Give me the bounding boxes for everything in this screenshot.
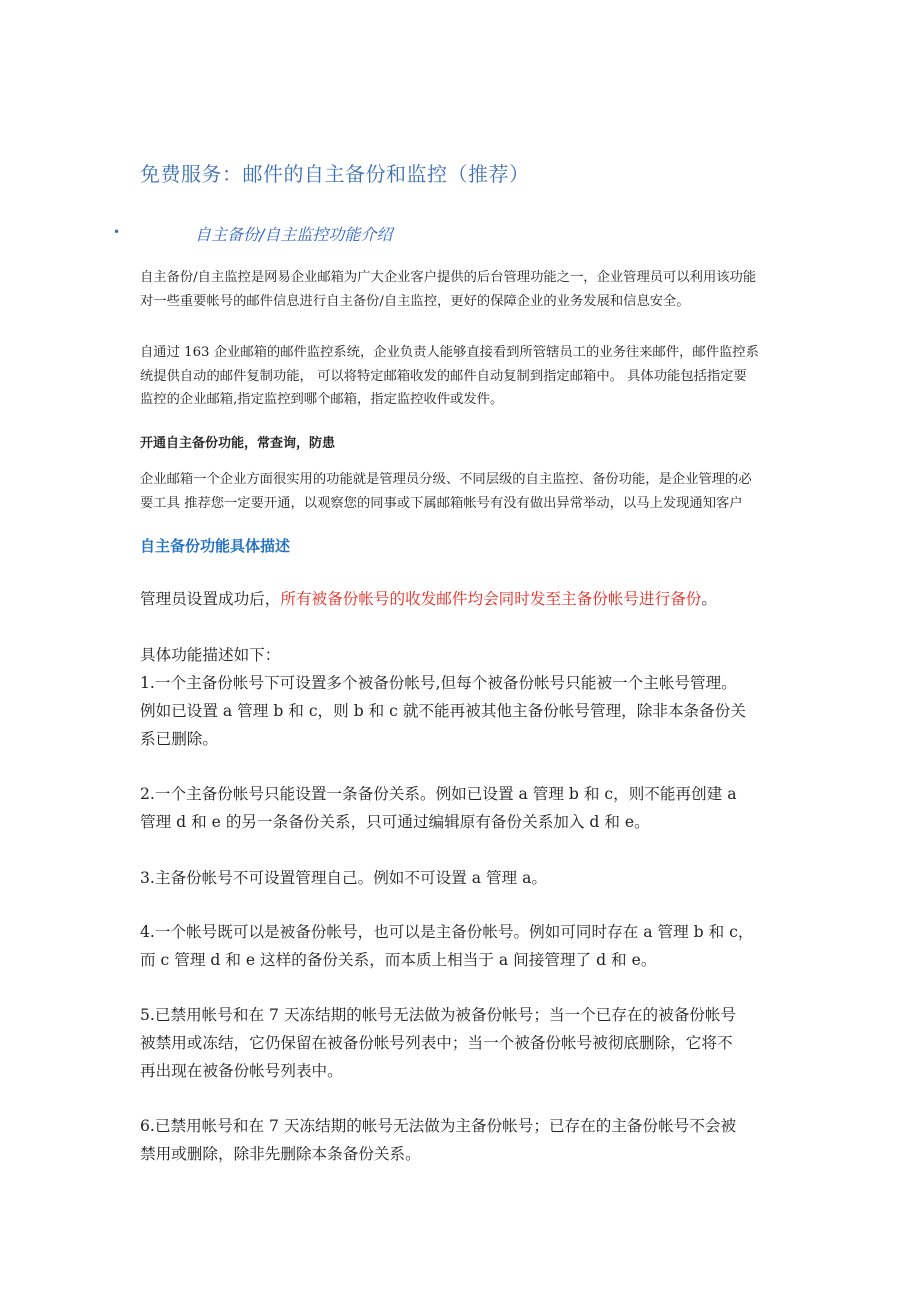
monitor-paragraph xyxy=(140,341,790,412)
intro-line: 自主备份/自主监控是网易企业邮箱为广大企业客户提供的后台管理功能之一，企业管理员可以利用该功能 xyxy=(140,270,757,285)
item-1 xyxy=(140,669,790,753)
item-4 xyxy=(140,918,790,974)
item-line: 而 c 管理 d 和 e 这样的备份关系，而本质上相当于 a 间接管理了 d 和 e。 xyxy=(140,951,657,969)
detail-intro: 具体功能描述如下： xyxy=(140,646,281,664)
item-line: 管理 d 和 e 的另一条备份关系，只可通过编辑原有备份关系加入 d 和 e。 xyxy=(140,813,650,831)
item-line: 3.主备份帐号不可设置管理自己。例如不可设置 a 管理 a。 xyxy=(140,869,547,887)
item-5 xyxy=(140,1001,790,1085)
recommend-line: 企业邮箱一个企业方面很实用的功能就是管理员分级、不同层级的自主监控、备份功能，是企业管理的必 xyxy=(140,472,752,487)
admin-suffix: 。 xyxy=(701,590,718,608)
item-line: 例如已设置 a 管理 b 和 c，则 b 和 c 就不能再被其他主备份帐号管理，除非本条备份关 xyxy=(140,702,746,720)
item-line: 系已删除。 xyxy=(140,730,218,748)
admin-highlight: 所有被备份帐号的收发邮件均会同时发至主备份帐号进行备份 xyxy=(280,590,702,608)
item-3 xyxy=(140,864,790,892)
item-line: 被禁用或冻结，它仍保留在被备份帐号列表中；当一个被备份帐号被彻底删除，它将不 xyxy=(140,1034,733,1052)
item-6 xyxy=(140,1112,790,1168)
item-line: 禁用或删除，除非先删除本条备份关系。 xyxy=(140,1145,421,1163)
item-line: 5.已禁用帐号和在 7 天冻结期的帐号无法做为被备份帐号；当一个已存在的被备份帐号 xyxy=(140,1006,737,1024)
recommend-paragraph xyxy=(140,468,790,515)
item-line: 1.一个主备份帐号下可设置多个被备份帐号,但每个被备份帐号只能被一个主帐号管理。 xyxy=(140,674,737,692)
section-heading: 自主备份功能具体描述 xyxy=(140,537,291,555)
admin-prefix: 管理员设置成功后， xyxy=(140,590,281,608)
item-line: 2.一个主备份帐号只能设置一条备份关系。例如已设置 a 管理 b 和 c，则不能再创建 a xyxy=(140,785,737,803)
item-line: 4.一个帐号既可以是被备份帐号，也可以是主备份帐号。例如可同时存在 a 管理 b 和 c， xyxy=(140,923,754,941)
item-2 xyxy=(140,780,790,836)
page-title: 免费服务：邮件的自主备份和监控（推荐） xyxy=(140,162,530,186)
section-subheading: 自主备份/自主监控功能介绍 xyxy=(195,225,393,244)
intro-paragraph xyxy=(140,266,790,313)
admin-sentence xyxy=(140,585,790,613)
monitor-line: 统提供自动的邮件复制功能， 可以将特定邮箱收发的邮件自动复制到指定邮箱中。 具体功能包括指定要 xyxy=(140,368,747,384)
item-line: 再出现在被备份帐号列表中。 xyxy=(140,1062,343,1080)
bold-heading: 开通自主备份功能，常查询，防患 xyxy=(140,436,336,451)
bullet-icon: • xyxy=(113,225,121,239)
recommend-line: 要工具 推荐您一定要开通，以观察您的同事或下属邮箱帐号有没有做出异常举动，以马上发现通知客户 xyxy=(140,495,743,511)
item-line: 6.已禁用帐号和在 7 天冻结期的帐号无法做为主备份帐号；已存在的主备份帐号不会被 xyxy=(140,1117,737,1135)
monitor-line: 自通过 163 企业邮箱的邮件监控系统，企业负责人能够直接看到所管辖员工的业务往来邮件，邮件监控系 xyxy=(140,345,759,360)
monitor-line: 监控的企业邮箱,指定监控到哪个邮箱，指定监控收件或发件。 xyxy=(140,392,504,407)
intro-line: 对一些重要帐号的邮件信息进行自主备份/自主监控，更好的保障企业的业务发展和信息安全。 xyxy=(140,293,690,309)
